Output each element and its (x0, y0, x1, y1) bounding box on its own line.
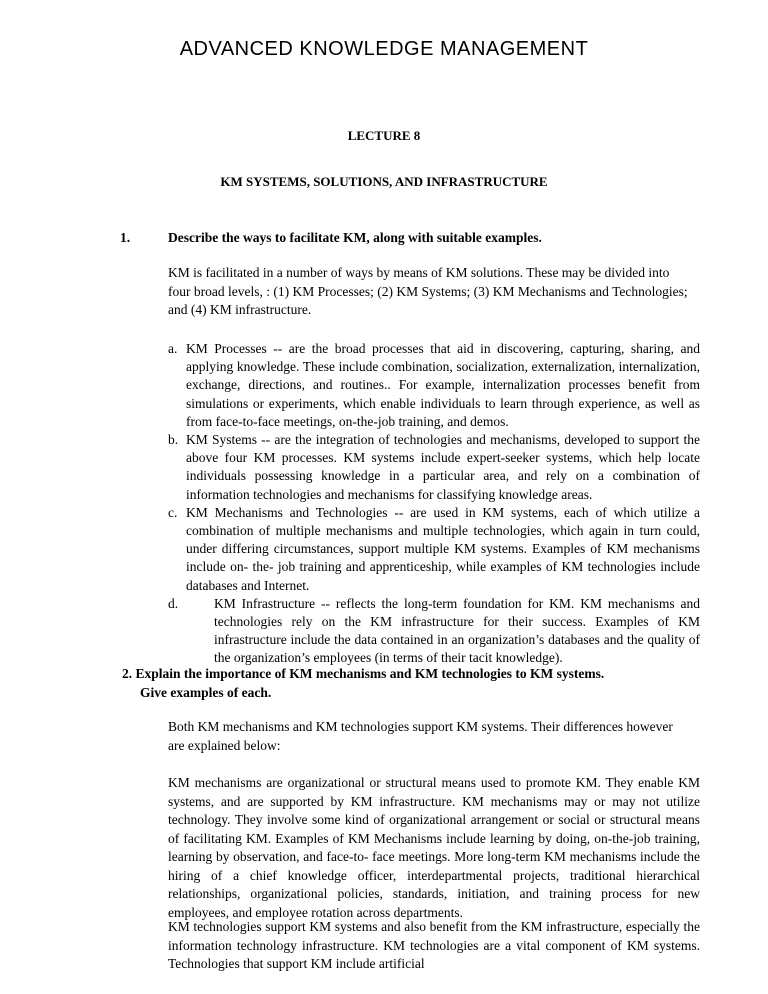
document-header-title: ADVANCED KNOWLEDGE MANAGEMENT (179, 38, 589, 60)
question-2-paragraph-2: KM mechanisms are organizational or structural means used to promote KM. They enable KM systems, and are supported by KM infrastructure. KM mechanisms may or may not utilize technology. They involve some kind of organizational arrangement or social or structural means of facilitating KM. Examples of KM Mechanisms include learning by doing, on-the-job training, learning by observation, and face-to- face meetings. More long-term KM mechanisms include the hiring of a chief knowledge officer, interdepartmental projects, traditional hierarchical relationships, organizational policies, standards, initiation, and training process for new employees, and employee rotation across departments. (168, 775, 700, 920)
list-item-text: KM Infrastructure -- reflects the long-term foundation for KM. KM mechanisms and technologies rely on the KM infrastructure for their success. Examples of KM infrastructure include the data contained in an organization’s databases and the quality of the organization’s employees (in terms of their tacit knowledge). (214, 595, 700, 666)
list-item-text: KM Processes -- are the broad processes that aid in discovering, capturing, sharing, and applying knowledge. These include combination, socialization, externalization, internalization, exchange, directions, and routines.. For example, internalization processes benefit from simulations or experiments, which enable individuals to learn through experience, as well as from face-to-face meetings, on-the-job training, and demos. (186, 341, 700, 429)
list-item-label: b. (168, 432, 179, 448)
list-item-text: KM Systems -- are the integration of technologies and mechanisms, developed to support the above four KM processes. KM systems include expert-seeker systems, which help locate individuals possessing knowledge in a particular area, and rely on a combination of information technologies and mechanisms for classifying knowledge areas. (186, 432, 700, 502)
list-item-label: d. (168, 595, 179, 611)
list-item (168, 340, 700, 431)
list-item (168, 595, 700, 668)
lecture-subtitle: KM SYSTEMS, SOLUTIONS, AND INFRASTRUCTURE (220, 174, 548, 189)
question-1-intro-paragraph: KM is facilitated in a number of ways by means of KM solutions. These may be divided into four broad levels, : (1) KM Processes; (2) KM Systems; (3) KM Mechanisms and Technologies; and (4) KM infrastructure. (168, 265, 688, 317)
question-2-line-1: 2. Explain the importance of KM mechanisms and KM technologies to KM systems. (122, 666, 605, 681)
list-item (168, 504, 700, 595)
list-item-label: c. (168, 504, 178, 520)
question-2-paragraph-3: KM technologies support KM systems and also benefit from the KM infrastructure, especially the information technology infrastructure. KM technologies are a vital component of KM systems. Technologies that support KM include artificial (168, 919, 700, 971)
lecture-number: LECTURE 8 (347, 128, 421, 143)
question-2-paragraph-1: Both KM mechanisms and KM technologies support KM systems. Their differences however are explained below: (168, 719, 673, 753)
question-1-heading: Describe the ways to facilitate KM, along with suitable examples. (168, 230, 542, 245)
question-2-heading (122, 664, 706, 702)
list-item (168, 431, 700, 504)
km-levels-list (168, 340, 700, 668)
question-1-number: 1. (120, 230, 131, 245)
question-2-line-2: Give examples of each. (140, 685, 272, 700)
list-item-label: a. (168, 341, 178, 356)
list-item-text: KM Mechanisms and Technologies -- are used in KM systems, each of which utilize a combination of multiple mechanisms and multiple technologies, which again in turn could, under differing circumstances, support multiple KM systems. Examples of KM mechanisms include on- the- job training and apprenticeship, while examples of KM technologies include databases and Internet. (186, 504, 700, 593)
